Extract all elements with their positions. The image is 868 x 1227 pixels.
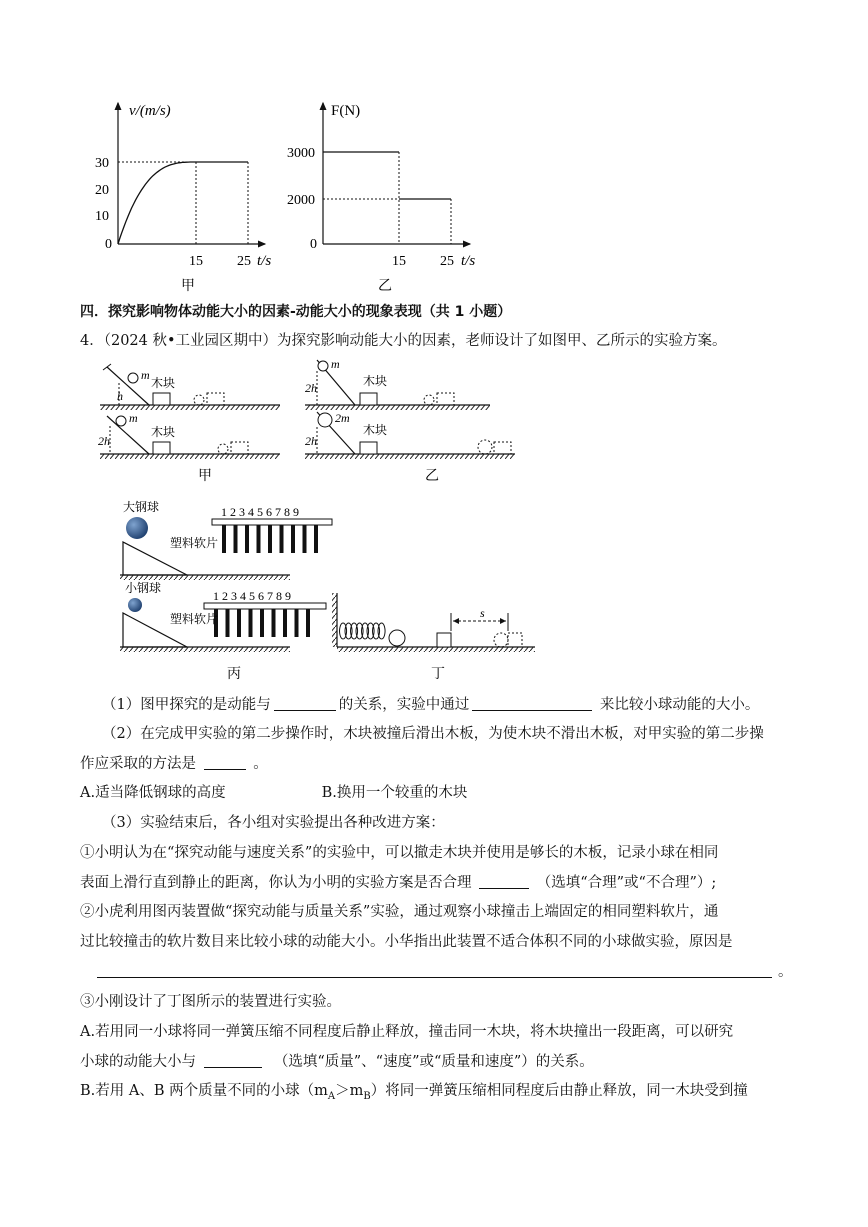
q2-line-1: （2）在完成甲实验的第二步操作时，木块被撞后滑出木板，为使木块不滑出木板，对甲实验的第二步操 xyxy=(102,726,764,742)
ball xyxy=(389,630,405,646)
height-label: h xyxy=(117,389,123,403)
small-ball-label: 小钢球 xyxy=(125,581,162,595)
mass-label: 2m xyxy=(335,411,350,425)
section-heading: 四．探究影响物体动能大小的因素-动能大小的现象表现（共 1 小题） xyxy=(80,304,512,320)
y-tick-0: 0 xyxy=(105,237,112,252)
setup-yi-top xyxy=(305,357,490,410)
distance-label: s xyxy=(480,606,485,620)
soft-sheets xyxy=(214,609,310,637)
q1-text-1: （1）图甲探究的是动能与 xyxy=(102,697,271,713)
setup-bing-bottom xyxy=(120,580,326,652)
y-tick-3000: 3000 xyxy=(287,146,315,161)
x-tick-15: 15 xyxy=(189,254,203,269)
experiment-figure-jia-yi xyxy=(95,357,525,485)
graph-caption-yi: 乙 xyxy=(378,278,392,294)
q3-item2-line1: ②小虎利用图丙装置做“探究动能与质量关系”实验，通过观察小球撞击上端固定的相同塑料软片，通 xyxy=(80,904,719,920)
mass-label: m xyxy=(141,368,150,382)
block-label: 木块 xyxy=(363,423,388,437)
q3-b-text-end: ）将同一弹簧压缩相同程度后由静止释放，同一木块受到撞 xyxy=(370,1083,748,1099)
wood-block xyxy=(153,393,170,405)
steel-ball-large xyxy=(318,413,332,427)
option-b[interactable]: B.换用一个较重的木块 xyxy=(321,785,468,801)
answer-blank-6[interactable] xyxy=(204,1051,262,1068)
soft-sheet xyxy=(245,525,249,553)
figure-caption-ding: 丁 xyxy=(431,666,445,682)
steel-ball xyxy=(116,416,126,426)
motion-graphs xyxy=(95,95,495,300)
block-label: 木块 xyxy=(151,425,176,439)
option-a[interactable]: A.适当降低钢球的高度 xyxy=(80,785,226,801)
q3-item1-line2 xyxy=(80,872,716,893)
q1-text-2: 的关系，实验中通过 xyxy=(338,697,470,713)
x-tick-25: 25 xyxy=(237,254,251,269)
setup-bing-top xyxy=(120,499,332,580)
answer-blank-1[interactable] xyxy=(274,694,336,711)
question-stem: 4．（2024 秋•工业园区期中）为探究影响动能大小的因素，老师设计了如图甲、乙所示的实验方案。 xyxy=(80,333,727,349)
subscript-a: A xyxy=(327,1090,336,1102)
soft-sheet xyxy=(268,525,272,553)
wood-block xyxy=(360,393,377,405)
velocity-time-graph xyxy=(95,103,271,294)
soft-sheet xyxy=(260,609,264,637)
soft-sheet xyxy=(272,609,276,637)
q3-b-line1 xyxy=(80,1081,748,1107)
velocity-curve xyxy=(118,162,196,244)
height-label: 2h xyxy=(305,434,317,448)
wood-block xyxy=(437,633,451,647)
q3-b-gt: ＞m xyxy=(335,1083,364,1099)
q1-text-3: 来比较小球动能的大小。 xyxy=(599,697,760,713)
answer-blank-2[interactable] xyxy=(472,694,592,711)
q2-options xyxy=(80,783,467,803)
x-tick-25: 25 xyxy=(440,254,454,269)
q3-a-text: 小球的动能大小与 xyxy=(80,1054,196,1070)
soft-sheet xyxy=(303,525,307,553)
sheet-numbers: 1 2 3 4 5 6 7 8 9 xyxy=(221,505,299,519)
height-label: 2h xyxy=(98,434,110,448)
steel-ball xyxy=(318,361,328,371)
soft-sheet-label: 塑料软片 xyxy=(170,612,219,626)
y-axis-label: F(N) xyxy=(331,103,361,119)
x-axis-label: t/s xyxy=(461,253,476,269)
setup-yi-bottom xyxy=(305,411,515,459)
q3-a-line1: A.若用同一小球将同一弹簧压缩不同程度后静止释放，撞击同一木块，将木块撞出一段距离，可以研究 xyxy=(80,1024,734,1040)
q3-item1-text: 表面上滑行直到静止的距离，你认为小明的实验方案是否合理 xyxy=(80,875,472,891)
y-tick-30: 30 xyxy=(95,156,109,171)
figure-caption-yi: 乙 xyxy=(425,468,439,484)
small-steel-ball xyxy=(128,598,142,612)
soft-sheet-label: 塑料软片 xyxy=(170,536,219,550)
q3-item2-line2: 过比较撞击的软片数目来比较小球的动能大小。小华指出此装置不适合体积不同的小球做实验，原因是 xyxy=(80,934,733,950)
q3-item2-end: 。 xyxy=(778,964,793,980)
soft-sheet xyxy=(291,525,295,553)
answer-line-5[interactable] xyxy=(97,977,772,978)
figure-caption-jia: 甲 xyxy=(198,468,212,484)
q3-a-line2 xyxy=(80,1051,594,1072)
soft-sheet xyxy=(237,609,241,637)
y-tick-0: 0 xyxy=(310,237,317,252)
spring-coil xyxy=(340,623,385,639)
q3-intro: （3）实验结束后，各小组对实验提出各种改进方案： xyxy=(102,815,445,831)
q2-text-end: 。 xyxy=(253,756,268,772)
soft-sheet xyxy=(249,609,253,637)
big-steel-ball xyxy=(126,517,148,539)
big-ball-label: 大钢球 xyxy=(123,500,160,514)
spring xyxy=(340,623,385,639)
soft-sheet xyxy=(306,609,310,637)
setup-jia-bottom xyxy=(98,411,280,459)
y-axis-label: v/(m/s) xyxy=(129,103,171,119)
soft-sheet xyxy=(295,609,299,637)
top-board xyxy=(212,519,332,525)
y-tick-2000: 2000 xyxy=(287,193,315,208)
q3-item1-text-end: （选填“合理”或“不合理”）; xyxy=(536,875,717,891)
subscript-b: B xyxy=(363,1090,371,1102)
y-tick-20: 20 xyxy=(95,183,109,198)
soft-sheet xyxy=(222,525,226,553)
soft-sheet xyxy=(226,609,230,637)
height-label: 2h xyxy=(305,381,317,395)
figure-caption-bing: 丙 xyxy=(227,666,241,682)
graph-caption-jia: 甲 xyxy=(181,278,195,294)
mass-label: m xyxy=(331,357,340,371)
experiment-figure-bing-ding xyxy=(115,495,540,685)
q3-item3: ③小刚设计了丁图所示的装置进行实验。 xyxy=(80,994,341,1010)
sheet-numbers: 1 2 3 4 5 6 7 8 9 xyxy=(213,589,291,603)
block-label: 木块 xyxy=(363,374,388,388)
soft-sheet xyxy=(280,525,284,553)
q3-a-text-end: （选填“质量”、“速度”或“质量和速度”）的关系。 xyxy=(273,1054,594,1070)
wood-block xyxy=(153,442,170,454)
soft-sheets xyxy=(222,525,318,553)
q1-line xyxy=(102,694,759,715)
answer-blank-4[interactable] xyxy=(479,872,529,889)
soft-sheet xyxy=(283,609,287,637)
q3-b-text: B.若用 A、B 两个质量不同的小球（m xyxy=(80,1083,328,1099)
mass-label: m xyxy=(129,411,138,425)
q2-line-2 xyxy=(80,753,268,774)
soft-sheet xyxy=(257,525,261,553)
block-label: 木块 xyxy=(151,376,176,390)
answer-blank-3[interactable] xyxy=(204,753,246,770)
x-tick-15: 15 xyxy=(392,254,406,269)
q3-item1-line1: ①小明认为在“探究动能与速度关系”的实验中，可以撤走木块并使用是够长的木板，记录小球在相同 xyxy=(80,845,719,861)
setup-ding xyxy=(332,593,535,652)
y-tick-10: 10 xyxy=(95,209,109,224)
soft-sheet xyxy=(314,525,318,553)
soft-sheet xyxy=(234,525,238,553)
steel-ball xyxy=(128,373,138,383)
q2-text: 作应采取的方法是 xyxy=(80,756,196,772)
force-time-graph xyxy=(287,103,475,294)
wood-block xyxy=(360,442,377,454)
top-board xyxy=(204,603,326,609)
setup-jia-top xyxy=(100,364,280,410)
x-axis-label: t/s xyxy=(257,253,272,269)
